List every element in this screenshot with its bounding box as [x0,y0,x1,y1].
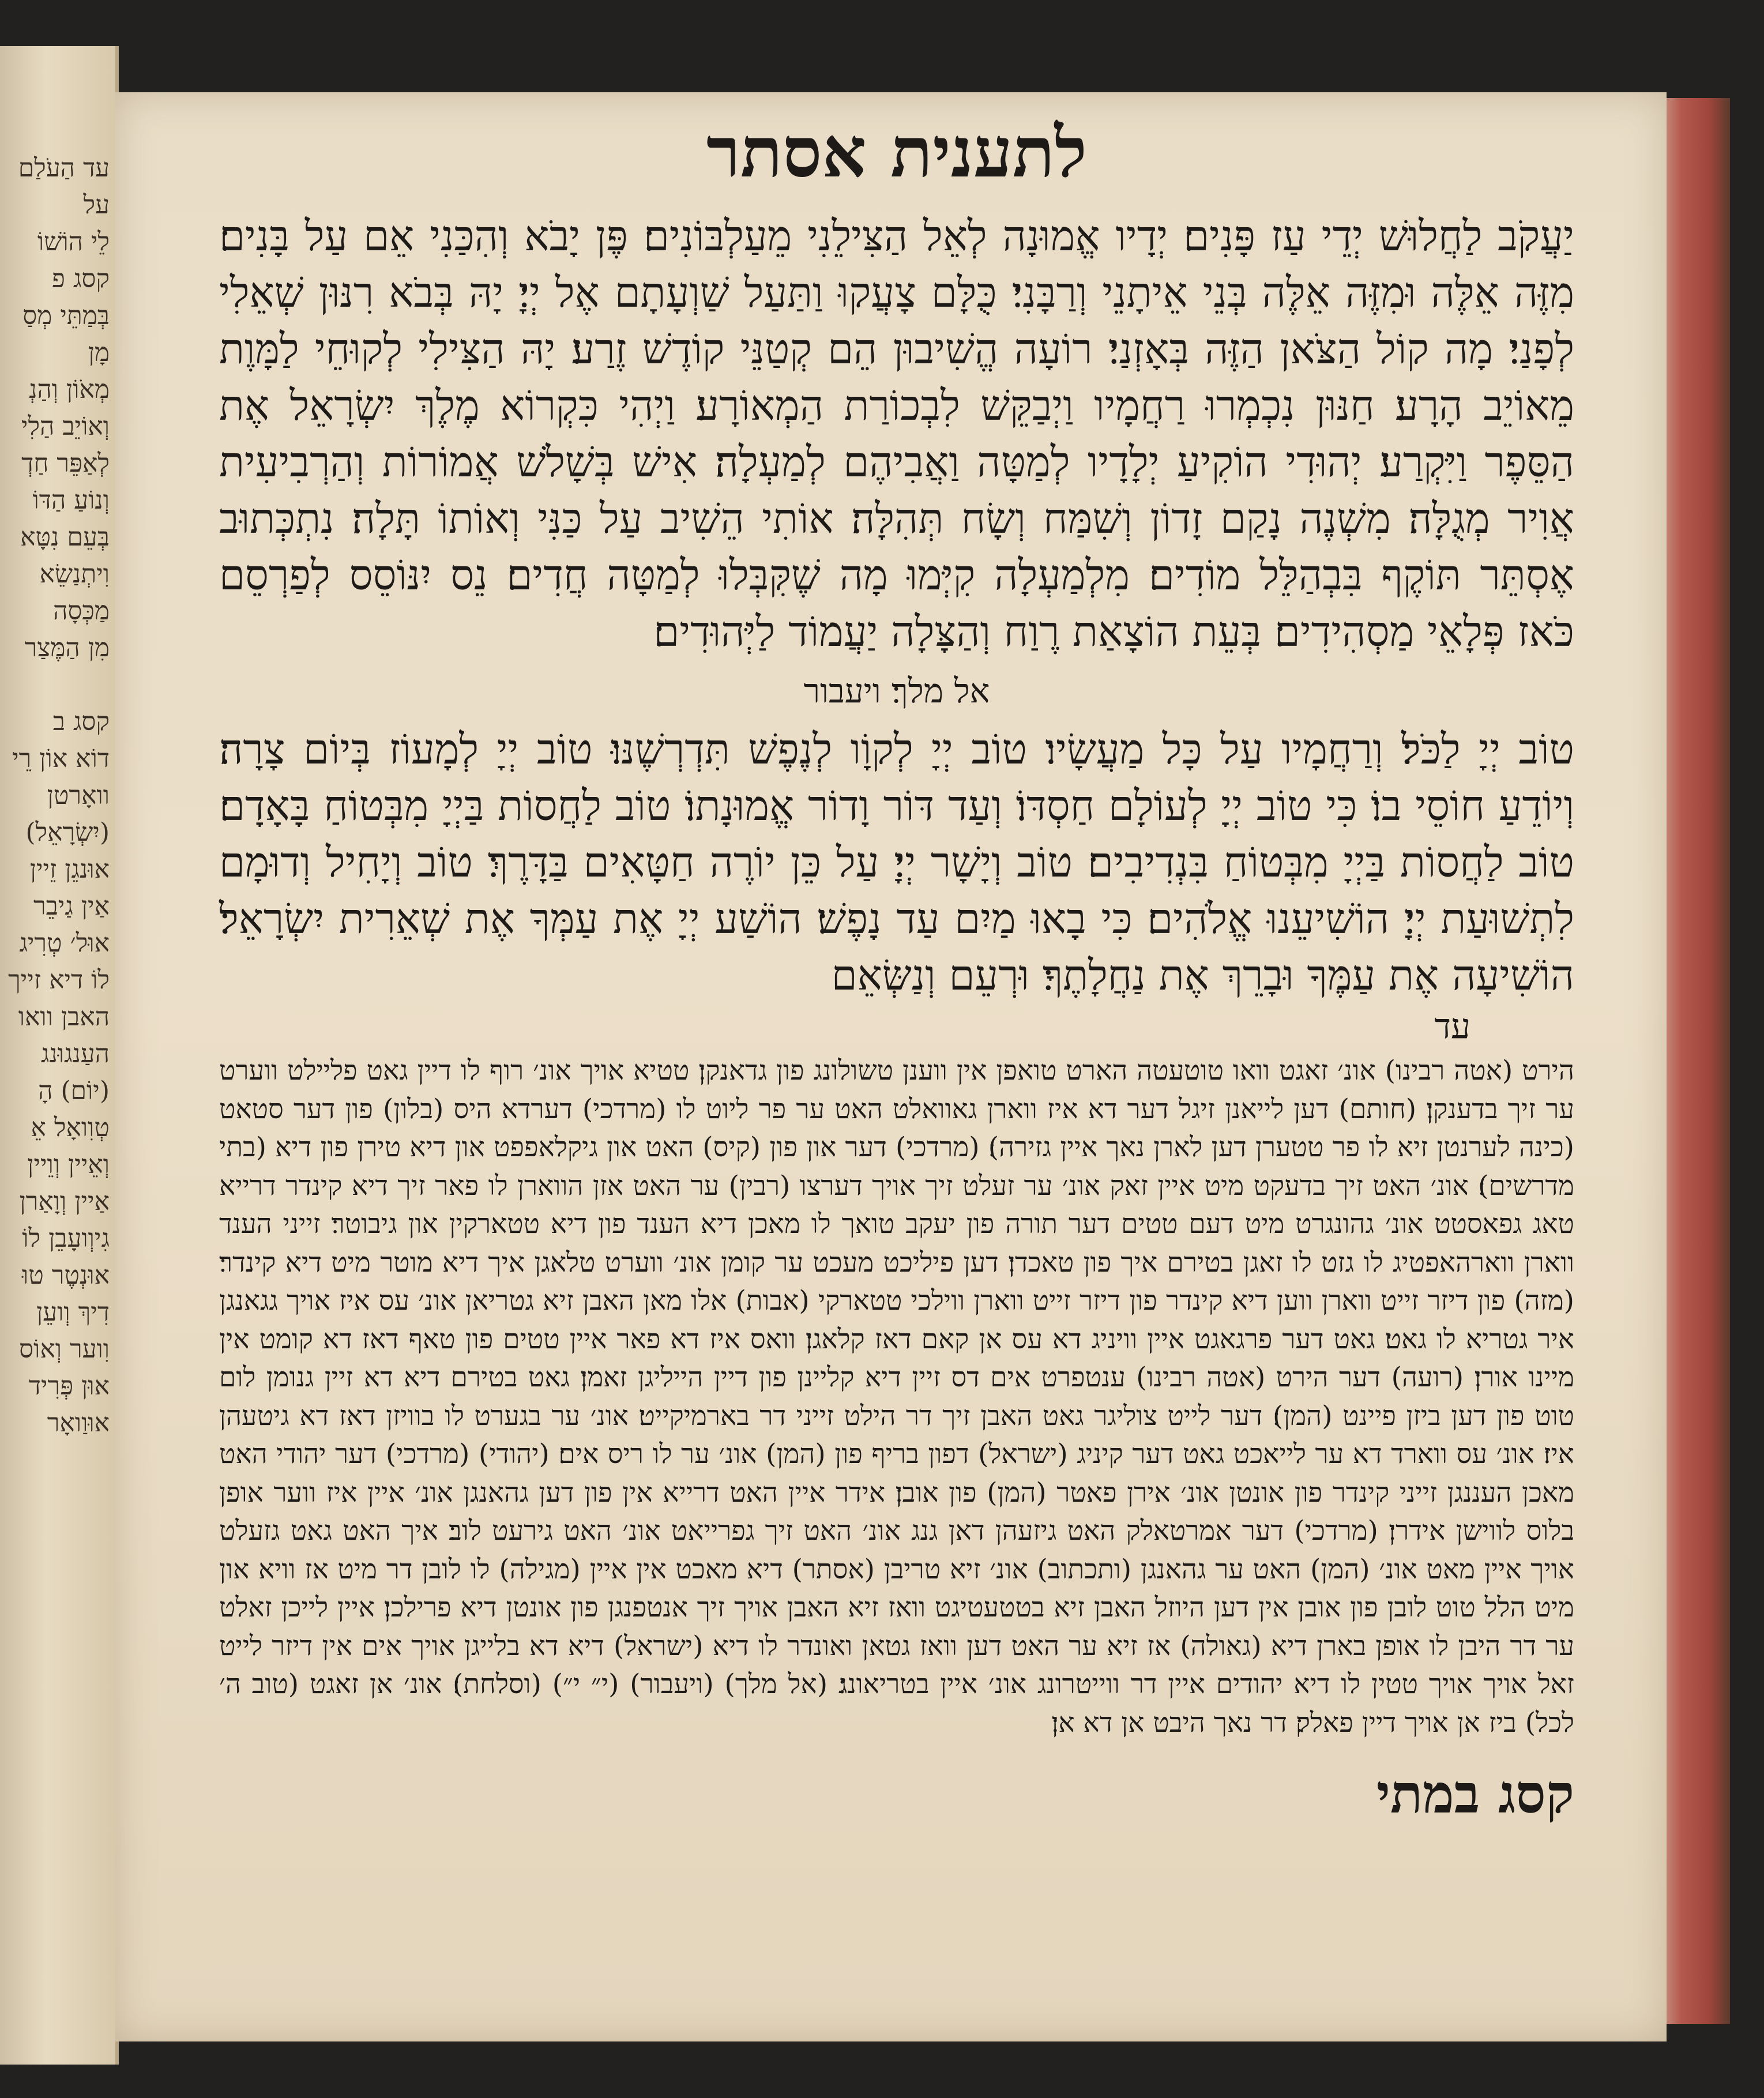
left-page-margin-text: עד הַעֹלַם על לֵי הוֹשׁוֹ קסג פ בְּמַתֵּי מְסַ מָן מְאֹוֹן וְהַנְ וְאוֹיֵב הַלִי לְאַפֵּר חַדְ וְנוֹעַ הַדּוֹ בְּעֵם נִטָּא וִיתְנַשֵׂא מַכְּסָה מִן הַמֶּצַר קסג ב דוֹא אוֹן רֵי וואָרטן (יִשְׂרָאֵל) אוּנגֵן זֵיין אַין גַיבֵר אוּל׳ טְרִיג לוֹ דיא זייך האבן וואו העַנגוּנג (יוֹם) הָ טְוִואָל אֵ וְאֵיין וְוֵיין אַיין וְוָאַרן גִיוְועָבֵן לוֹ אוּנְטֶר טוּ דִיךְ וְועֵן וִוער וְאוֹס אוּן פְּרִיד אוּוַואָר [8,153,110,1438]
left-facing-page [0,46,119,2065]
book-fore-edge [1661,98,1730,2024]
catchword: עד [1434,1006,1470,1047]
section-label: אל מלך׃ ויעבור [803,671,990,710]
main-page [115,92,1667,2041]
yiddish-commentary: הירט (אטה רבינו) אונ׳ זאגט וואו טוטעטה הארט טואפן אין ווענן טשולונג פון גדאנקן׃ טטיא אויך אונ׳ רוף לו דיין גאט פליילט ווערט ער זיך בדענקן׃ (חותם) דען לייאנן זיגל דער דא איז ווארן גאוואלט האט ער פר ליוט לו (מרדכי) דערדא היס (בלון) פון דער סטאט (כינה לערנטן זיא לו פר טטערן דען לארן נאך איין גזירה)׃ (מרדכי) דער און פון (קיס) האט און גיקלאפפט און דיא טירן פון דיא (בתי מדרשים)׃ אונ׳ האט זיך בדעקט מיט איין זאק אונ׳ ער זעלט זיך אויך דערצו (רבין) ער האט אזן הווארן לו פאר זיך דיא קינדר דרייא טאג גפאסטט אונ׳ גהונגרט מיט דעם טטים דער תורה פון יעקב טואך לו מאכן דיא הענד פון דיא טטארקין און גיבוטר׃ זייני הענד ווארן ווארהאפטיג לו גזט לו זאגן בטירם איך פון טאכדן׃ דען פיליכט מעכט ער קומן אונ׳ ווערט טלאגן איך דיא מוטר מיט דיא קינדר׃ (מזה) פון דיזר זייט ווארן ווען דיא קינדר פון דיזר זייט ווארן ווילכי טטארקי (אבות) אלו מאן האבן זיא גטריאן אונ׳ עס איז אויך גגאנגן איר גטריא לו גאט׃ גאט דער פרגאגט איין וויניג דא עס אן קאם דאז קלאגן׃ וואס איז דא פאר איין טטים פון טאף דאז דא קומט אין מיינו אורן׃ (רועה) דער הירט (אטה רבינו) ענטפרט אים דס זיין דיא קליינן פון דיין הייליגן זאמן׃ גאט בטירם דיא דא זיין גנומן לום טוט פון דען ביזן פיינט (המן)׃ דער לייט צוליגר גאט האבן זיך דר הילט זייני דר בארמיקייט׃ אונ׳ ער בגערט לו בוויזן דאז דא גיטעהן איז׃ אונ׳ עס ווארד דא ער לייאכט גאט דער קיניג (ישראל) דפון בריף פון (המן) אונ׳ ער לו ריס אים׃ (יהודי) (מרדכי) דער יהודי האט מאכן העננגן זייני קינדר פון אונטן אונ׳ אירן פאטר (המן) פון אובן׃ אידר איין האט דרייא אין פון דען גהאנגן אונ׳ איין איז ווער אופן בלוס לווישן אידרן׃ (מרדכי) דער אמרטאלק האט גיזעהן דאן גנג אונ׳ האט זיך גפרייאט אונ׳ האט גירעט לוב׃ איך האט גאט גזעלט אויך איין מאט אונ׳ (המן) האט ער גהאנגן (ותכתוב) אונ׳ זיא טריבן (אסתר) דיא מאכט אין איין (מגילה) לו לובן דר מיט אז וויא און מיט הלל טוט לובן פון אובן אין דען היוזל האבן זיא בטטעטיגט וואז זיא האבן אויך זיך אנטפנגן פון אונטן דיא פרילכן׃ איין לייכן זאלט ער דר היבן לו אופן בארן דיא (גאולה) אז זיא ער האט דען וואז גטאן ואונדר לו דיא (ישראל) דיא דא בלייגן אויך אים אין דיזר לייט זאל אויך אויך טטין לו דיא יהודים איין דר ווייטרונג אונ׳ איין בטריאונג׃ (אל מלך) (ויעבור) (י״ י״) (וסלחת)׃ אונ׳ אן זאגט (טוב ה׳ לכל) ביז אן אויך דיין פאלק׃ דר נאך היבט אן דא אן׃ [219,1055,1575,1739]
signature-line: קסג במתי [1376,1763,1574,1825]
liturgy-paragraph-1: יַעֲקֹב לַחֲלוּשׁ יְדֵי עַז פָּנִים׃ יְדָיו אֱמוּנָה לְאֵל הַצִּילֵנִי מֵעַלְבּוֹנִים׃ פֶּן יָבֹא וְהִכַּנִי אֵם עַל בָּנִים׃ מִזֶּה אֵלֶּה וּמִזֶּה אֵלֶּה בְּנֵי אֵיתָנֵי וְרַבָּנִי׃ כֻּלָּם צָעֲקוּ וַתַּעַל שַׁוְעָתָם אֶל יְיָ׃ יָהּ בְּבֹא רִנּוּן שְׁאֵלִי לְפָנַי׃ מָה קוֹל הַצֹּאן הַזֶּה בְּאָזְנַי׃ רוֹעָה הֱשִׁיבוּן הֵם קְטַנֵּי קוֹדֶשׁ זֶרַע׃ יָהּ הַצִּילִי לְקוּחֵי לַמָּוֶת מֵאוֹיֵב הָרָע׃ חַנּוּן נִכְמְרוּ רַחֲמָיו וַיְבַקֵּשׁ לִבְכוֹרַת הַמְאוֹרָע׃ וַיְהִי כִּקְרוֹא מֶלֶךְ יִשְׂרָאֵל אֶת הַסֵּפֶר וַיִּקְרַע׃ יְהוּדִי הוֹקִיעַ יְלָדָיו לְמַטָּה וַאֲבִיהֶם לְמַעְלָה׃ אִישׁ בְּשָׁלֹשׁ אֲמוֹרוֹת וְהַרְבִיעִית אֲוִיר מְגֻלָּה׃ מִשְׁנֶה נָקַם זָדוֹן וְשִׁמַּח וְשָׂח תְּהִלָּה׃ אוֹתִי הֵשִׁיב עַל כַּנִּי וְאוֹתוֹ תָּלָה׃ נִתְכְּתוּב אֶסְתֵּר תּוֹקֶף בִּבְהַלֵּל מוֹדִים׃ מִלְמַעְלָה קִיְּמוּ מָה שֶׁקִּבְּלוּ לְמַטָּה חֲדִים׃ נֵס יִנּוֹסֵס לְפַרְסֵם כֹּאז פְּלָאֵי מַסְהִידִים׃ בְּעֵת הוֹצָאַת רֶוַח וְהַצָּלָה יַעֲמוֹד לַיְּהוּדִים׃ [219,212,1575,656]
page-content [219,110,1574,1825]
running-head: לתענית אסתר [706,112,1088,193]
liturgy-paragraph-2: טוֹב יְיָ לַכֹּל׃ וְרַחֲמָיו עַל כָּל מַעֲשָׂיו׃ טוֹב יְיָ לְקוָֹו לְנֶפֶשׁ תִּדְרְשֶׁנּוּ׃ טוֹב יְיָ לְמָעוֹז בְּיוֹם צָרָה׃ וְיוֹדֵעַ חוֹסֵי בוֹ׃ כִּי טוֹב יְיָ לְעוֹלָם חַסְדּוֹ׃ וְעַד דּוֹר וָדוֹר אֱמוּנָתוֹ׃ טוֹב לַחֲסוֹת בַּיְיָ מִבְּטוֹחַ בָּאָדָם׃ טוֹב לַחֲסוֹת בַּיְיָ מִבְּטוֹחַ בִּנְדִיבִים׃ טוֹב וְיָשָׁר יְיָ׃ עַל כֵּן יוֹרֶה חַטָּאִים בַּדָּרֶךְ׃ טוֹב וְיָחִיל וְדוּמָם לִתְשׁוּעַת יְיָ׃ הוֹשִׁיעֵנוּ אֱלֹהִים׃ כִּי בָאוּ מַיִם עַד נָפֶשׁ׃ הוֹשַׁע יְיָ אֶת עַמְּךָ אֶת שְׁאֵרִית יִשְׂרָאֵל׃ הוֹשִׁיעָה אֶת עַמֶּךָ וּבָרֵךְ אֶת נַחֲלָתֶךָ׃ וּרְעֵם וְנַשְּׂאֵם [219,725,1574,999]
